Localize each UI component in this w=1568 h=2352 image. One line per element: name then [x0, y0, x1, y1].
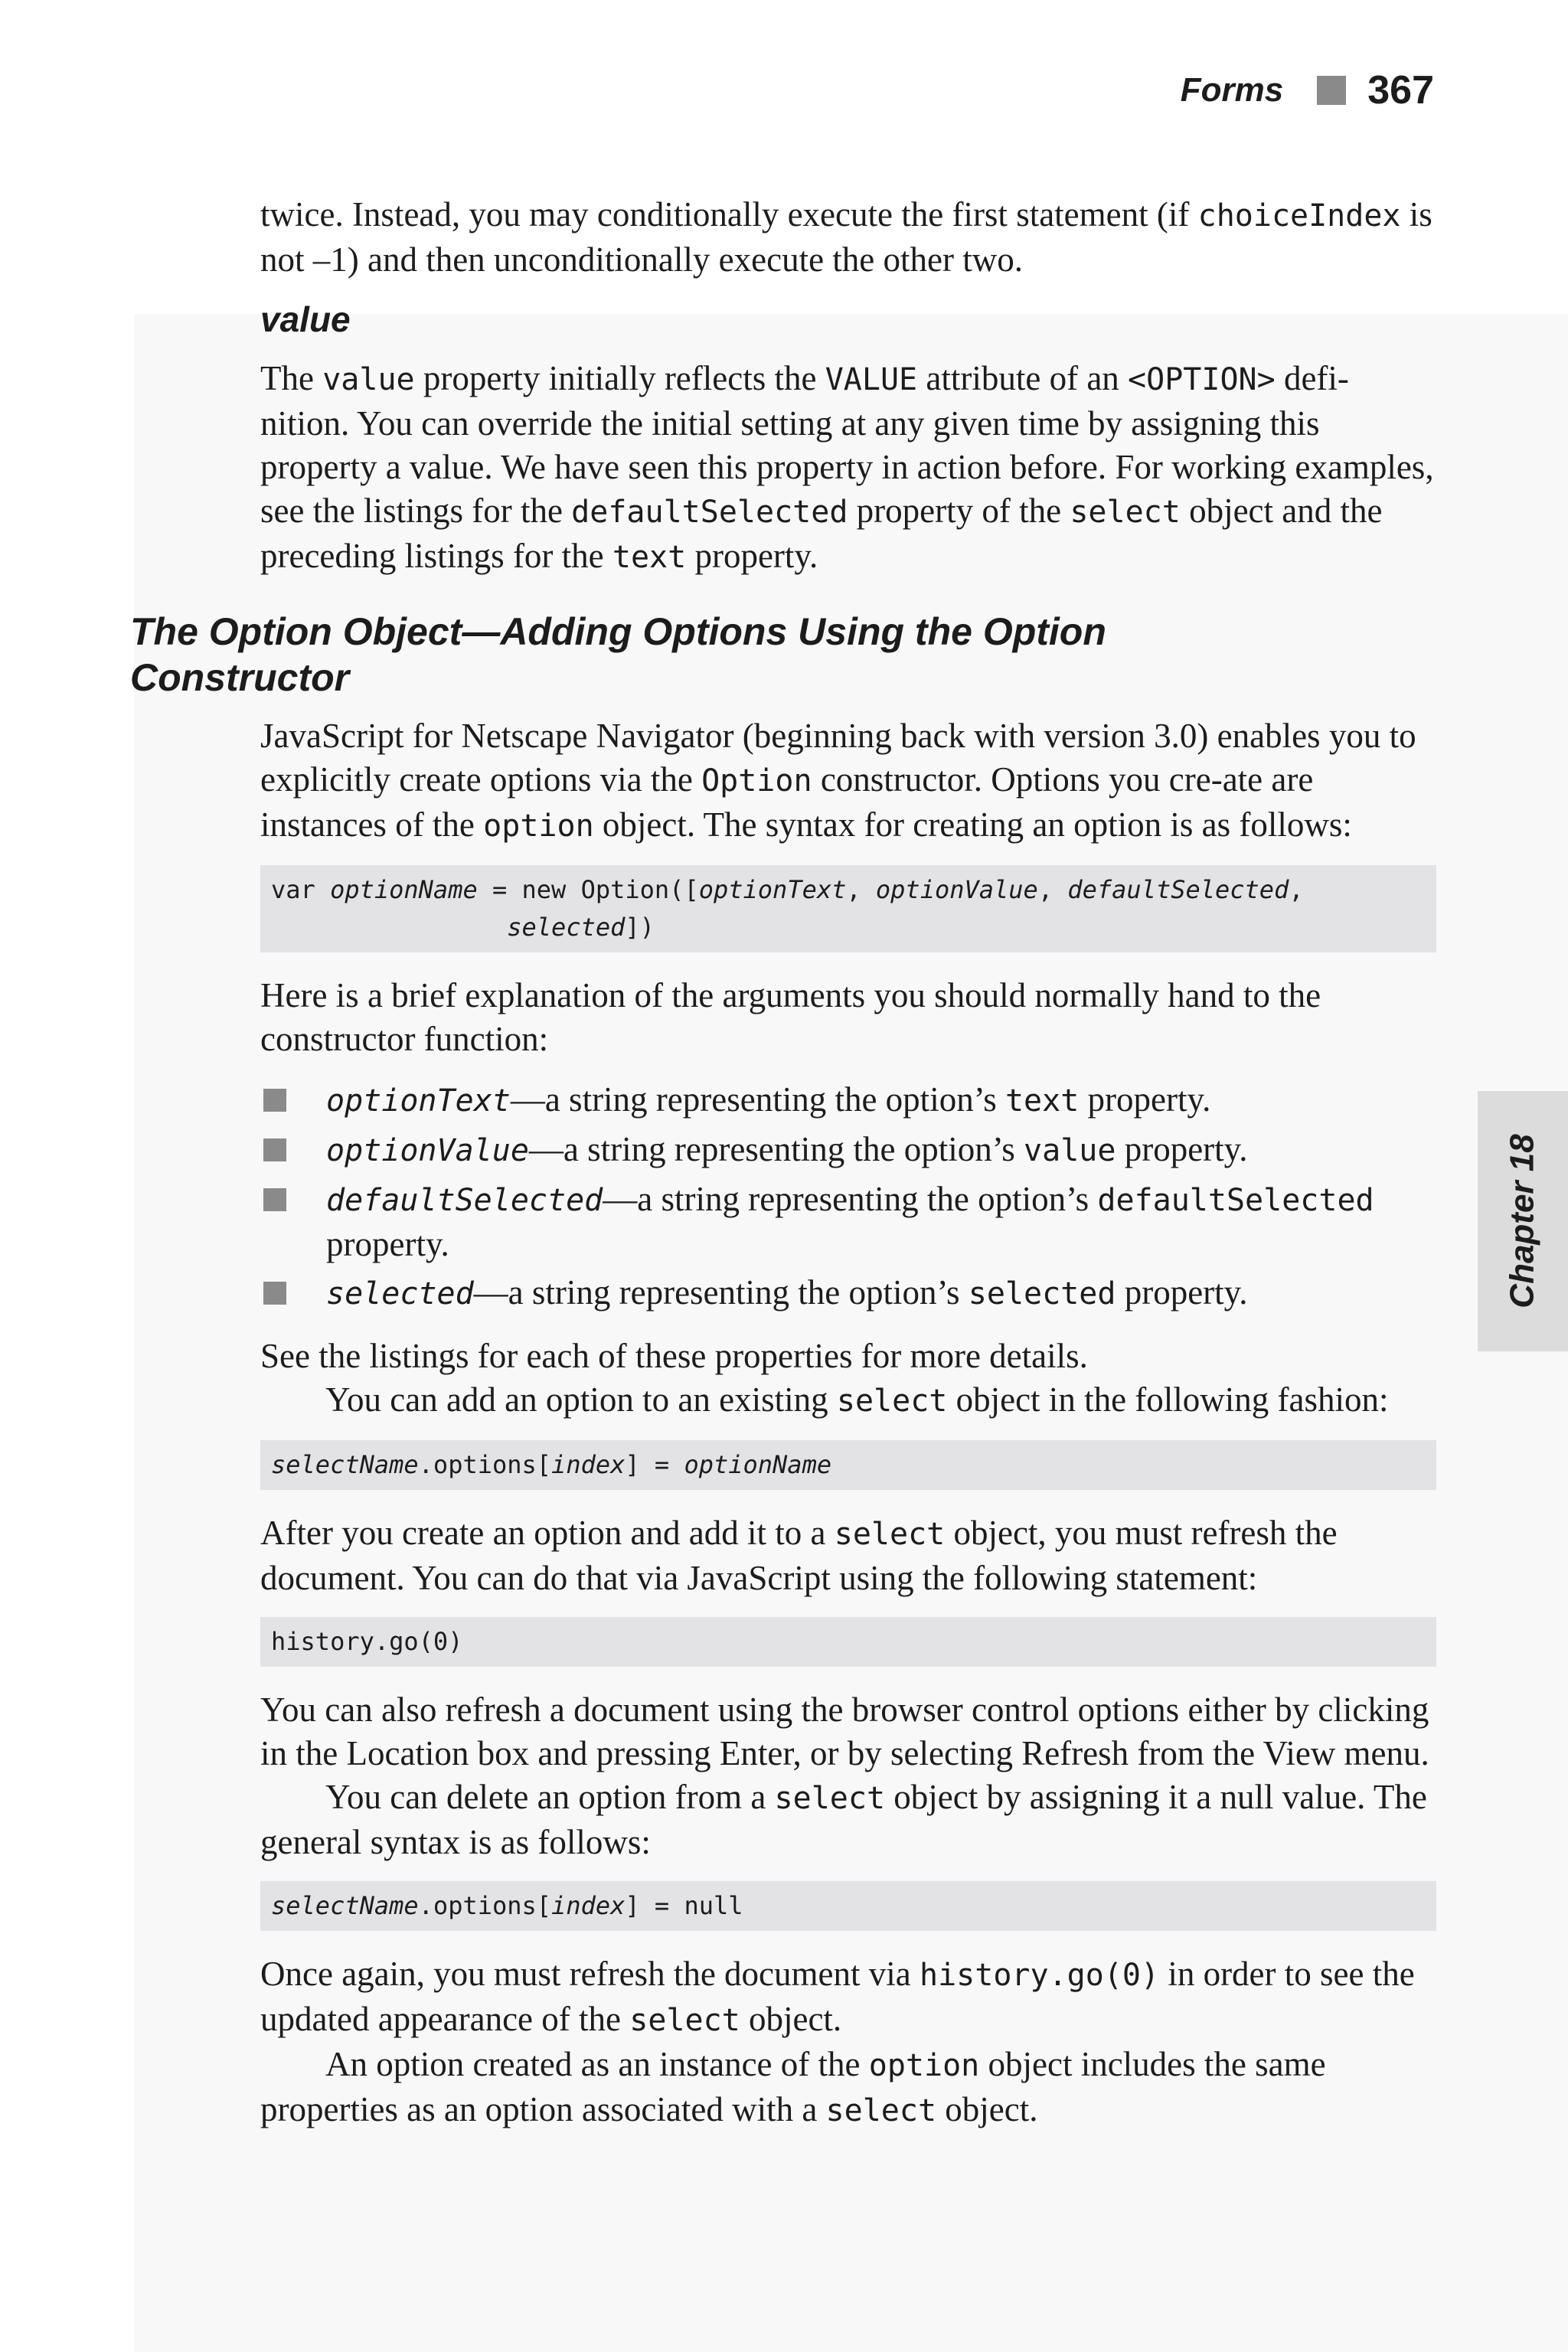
bullet-square-icon: [263, 1089, 286, 1112]
running-head-square-icon: [1317, 76, 1346, 105]
list-item: optionText—a string representing the option’s text property.: [260, 1078, 1436, 1123]
bullet-square-icon: [263, 1138, 286, 1161]
paragraph-refresh: After you create an option and add it to a select object, you must refresh the document. You can do that via JavaScript using the following statement:: [260, 1514, 1338, 1597]
paragraph-arguments-intro: Here is a brief explanation of the arguments you should normally hand to the constructor function:: [260, 976, 1321, 1058]
list-item: defaultSelected—a string representing the option’s defaultSelected property.: [260, 1178, 1436, 1266]
chapter-tab-label: Chapter 18: [1504, 1134, 1542, 1308]
list-item: optionValue—a string representing the option’s value property.: [260, 1128, 1436, 1173]
page-content: [130, 193, 1436, 2150]
subhead-value: value: [260, 299, 351, 339]
page-number: 367: [1367, 68, 1434, 113]
paragraph-add-option: You can add an option to an existing select object in the following fashion:: [325, 1380, 1389, 1419]
paragraph-option-instance: An option created as an instance of the option object includes the same properties as an option associated with a select object.: [260, 2045, 1326, 2128]
paragraph-browser-refresh: You can also refresh a document using the browser control options either by clicking in the Location box and pressing Enter, or by selecting Refresh from the View menu.: [260, 1690, 1429, 1772]
chapter-tab: [1478, 1091, 1568, 1351]
bullet-square-icon: [263, 1282, 286, 1305]
code-block-delete-option: selectName.options[index] = null: [260, 1881, 1436, 1931]
paragraph-option-constructor: JavaScript for Netscape Navigator (beginning back with version 3.0) enables you to explicitly create options via the Option constructor. Options you cre-ate are instances of the option object. The syntax for creating an option is as follows:: [260, 717, 1416, 844]
section-title: The Option Object—Adding Options Using the Option Constructor: [130, 610, 1106, 699]
paragraph-refresh-again: Once again, you must refresh the document via history.go(0) in order to see the updated appearance of the select object.: [260, 1955, 1415, 2038]
bullet-square-icon: [263, 1188, 286, 1211]
argument-list: [260, 1078, 1436, 1316]
running-head: [1181, 67, 1434, 113]
code-block-add-option: selectName.options[index] = optionName: [260, 1440, 1436, 1490]
paragraph-delete-option: You can delete an option from a select object by assigning it a null value. The general syntax is as follows:: [260, 1778, 1427, 1861]
list-item: selected—a string representing the option’s selected property.: [260, 1271, 1436, 1316]
code-block-history-go: history.go(0): [260, 1617, 1436, 1667]
running-head-section: Forms: [1180, 71, 1284, 109]
code-block-option-syntax: var optionName = new Option([optionText, optionValue, defaultSelected, selected]): [260, 865, 1436, 952]
paragraph-see-listings: See the listings for each of these properties for more details.: [260, 1337, 1088, 1375]
paragraph-value-property: The value property initially reflects the VALUE attribute of an <OPTION> defi-nition. You can override the initial setting at any given time by assigning this property a value. We have seen this property in action before. For working examples, see the listings for the defaultSelected property of the select object and the preceding listings for the text property.: [260, 359, 1434, 575]
paragraph-continuation: twice. Instead, you may conditionally execute the first statement (if choiceIndex is not –1) and then unconditionally execute the other two.: [260, 195, 1432, 279]
